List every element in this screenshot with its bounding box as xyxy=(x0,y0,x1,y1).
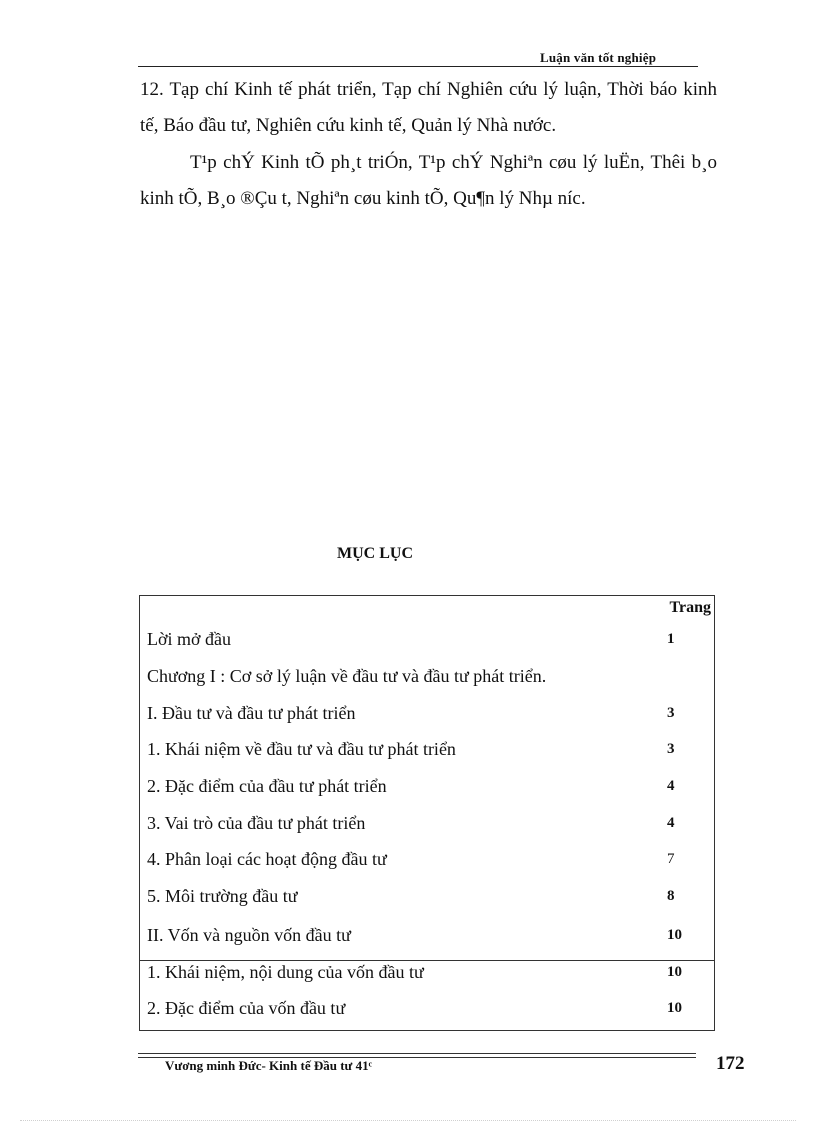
toc-entry xyxy=(147,841,714,877)
reference-garbled xyxy=(140,145,717,217)
toc-entry-label: 1. Khái niệm, nội dung của vốn đầu tư xyxy=(147,962,424,982)
toc-entry-label: 3. Vai trò của đầu tư phát triển xyxy=(147,813,366,833)
toc-entry-page: 8 xyxy=(667,888,675,904)
footer-author: Vương minh Đức- Kinh tế Đầu tư 41ᶜ xyxy=(165,1058,372,1073)
toc-entry-label: 5. Môi trường đầu tư xyxy=(147,886,298,906)
toc-title: MỤC LỤC xyxy=(337,545,413,562)
toc-entry-page: 10 xyxy=(667,1000,682,1016)
toc-entry-page: 3 xyxy=(667,741,675,757)
toc-entry-label: 2. Đặc điểm của vốn đầu tư xyxy=(147,998,346,1018)
reference-text: 12. Tạp chí Kinh tế phát triển, Tạp chí Nghiên cứu lý luận, Thời báo kinh tế, Báo đầu tư, Nghiên cứu kinh tế, Quản lý Nhà nước. xyxy=(140,79,717,136)
toc-entry-label: Lời mở đầu xyxy=(147,629,232,649)
toc-entry xyxy=(147,621,714,657)
toc-entry-page: 10 xyxy=(667,927,682,943)
toc-entry xyxy=(147,695,714,731)
toc-entry xyxy=(147,805,714,841)
toc-entry-page: 4 xyxy=(667,815,675,831)
toc-entry-page: 7 xyxy=(667,851,675,867)
toc-entry xyxy=(147,658,714,694)
reference-item-12 xyxy=(140,72,717,144)
reference-garbled-text: T¹p chÝ Kinh tÕ ph¸t triÓn, T¹p chÝ Nghiªn cøu lý luËn, Thêi b¸o kinh tÕ, B¸o ®Çu t, Nghiªn cøu kinh tÕ, Qu¶n lý Nhµ níc. xyxy=(140,152,717,209)
toc-entry xyxy=(147,731,714,767)
toc-entry xyxy=(147,990,714,1026)
page-number: 172 xyxy=(716,1053,745,1074)
toc-entry-label: Chương I : Cơ sở lý luận về đầu tư và đầu tư phát triển. xyxy=(147,666,547,686)
page-header-title: Luận văn tốt nghiệp xyxy=(540,50,657,65)
toc-entry-page: 3 xyxy=(667,705,675,721)
header-rule xyxy=(138,66,698,67)
toc-entry-label: 2. Đặc điểm của đầu tư phát triển xyxy=(147,776,387,796)
toc-entry-label: 4. Phân loại các hoạt động đầu tư xyxy=(147,849,387,869)
toc-entry xyxy=(147,878,714,914)
toc-table xyxy=(139,595,715,1031)
toc-entry-label: I. Đầu tư và đầu tư phát triển xyxy=(147,703,356,723)
footer-rule xyxy=(138,1053,696,1054)
toc-entry-page: 1 xyxy=(667,631,675,647)
toc-entry-label: II. Vốn và nguồn vốn đầu tư xyxy=(147,925,351,945)
toc-entry xyxy=(147,917,714,953)
toc-entry-page: 10 xyxy=(667,964,682,980)
toc-entry-page: 4 xyxy=(667,778,675,794)
toc-entry xyxy=(147,768,714,804)
page-bottom-border xyxy=(20,1120,796,1121)
toc-entry xyxy=(147,954,714,990)
toc-page-header: Trang xyxy=(669,599,711,616)
toc-entry-label: 1. Khái niệm về đầu tư và đầu tư phát triển xyxy=(147,739,456,759)
